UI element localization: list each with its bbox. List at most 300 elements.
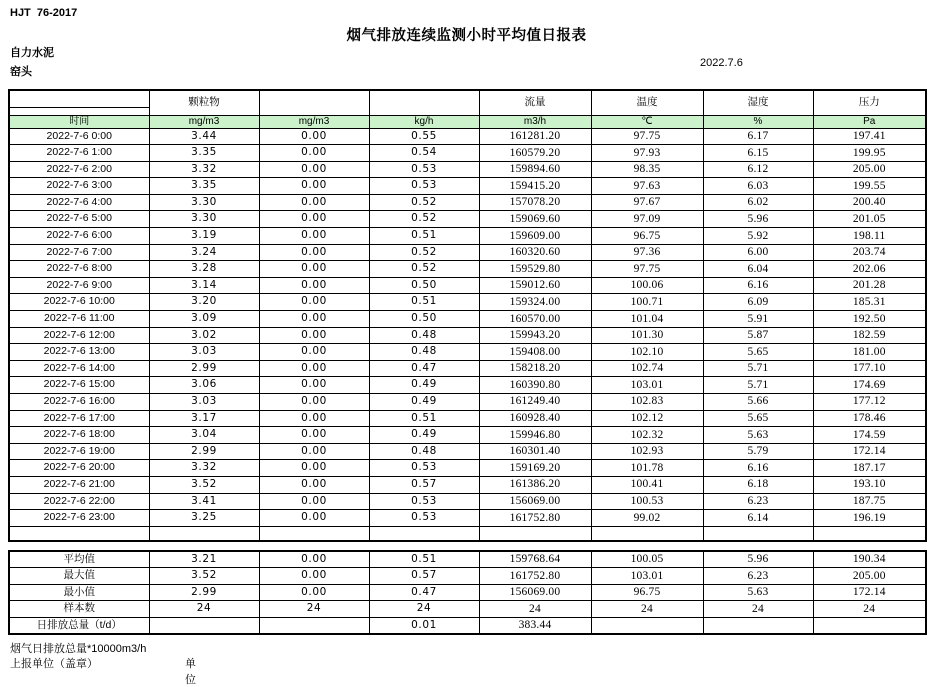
value-cell: 0.55 [369, 128, 479, 145]
value-cell: 172.14 [813, 443, 926, 460]
value-cell: 3.41 [149, 493, 259, 510]
column-header-humidity: 湿度 [703, 90, 813, 115]
value-cell: 0.52 [369, 211, 479, 228]
value-cell: 0.51 [369, 228, 479, 245]
value-cell: 24 [479, 601, 591, 618]
value-cell: 102.12 [591, 410, 703, 427]
value-cell: 0.00 [259, 568, 369, 585]
value-cell: 3.28 [149, 261, 259, 278]
value-cell: 159768.64 [479, 551, 591, 568]
table-row [9, 568, 926, 585]
row-label-cell: 2022-7-6 6:00 [9, 228, 149, 245]
value-cell: 196.19 [813, 510, 926, 527]
value-cell: 157078.20 [479, 194, 591, 211]
monitoring-table [8, 89, 927, 542]
value-cell: 97.67 [591, 194, 703, 211]
value-cell: 5.91 [703, 311, 813, 328]
value-cell: 0.00 [259, 360, 369, 377]
value-cell: 0.53 [369, 493, 479, 510]
empty-cell [259, 526, 369, 541]
table-row [9, 360, 926, 377]
value-cell [149, 617, 259, 634]
table-row [9, 493, 926, 510]
value-cell: 156069.00 [479, 493, 591, 510]
value-cell: 5.96 [703, 551, 813, 568]
value-cell: 193.10 [813, 476, 926, 493]
table-row [9, 161, 926, 178]
value-cell: 0.00 [259, 493, 369, 510]
value-cell: 6.17 [703, 128, 813, 145]
value-cell: 0.54 [369, 145, 479, 162]
header-spacer-cell [9, 107, 149, 115]
value-cell: 5.92 [703, 228, 813, 245]
row-label-cell: 2022-7-6 14:00 [9, 360, 149, 377]
value-cell: 0.53 [369, 161, 479, 178]
value-cell: 177.10 [813, 360, 926, 377]
table-row [9, 128, 926, 145]
value-cell: 159943.20 [479, 327, 591, 344]
value-cell: 0.01 [369, 617, 479, 634]
value-cell: 6.02 [703, 194, 813, 211]
row-label-cell: 2022-7-6 1:00 [9, 145, 149, 162]
value-cell: 0.00 [259, 476, 369, 493]
value-cell: 101.78 [591, 460, 703, 477]
row-label-cell: 2022-7-6 21:00 [9, 476, 149, 493]
value-cell: 3.02 [149, 327, 259, 344]
value-cell: 96.75 [591, 228, 703, 245]
row-label-cell: 2022-7-6 20:00 [9, 460, 149, 477]
value-cell: 3.35 [149, 145, 259, 162]
row-label-cell: 2022-7-6 17:00 [9, 410, 149, 427]
value-cell: 159529.80 [479, 261, 591, 278]
value-cell: 6.16 [703, 460, 813, 477]
value-cell: 99.02 [591, 510, 703, 527]
value-cell: 161249.40 [479, 394, 591, 411]
table-row [9, 377, 926, 394]
value-cell: 0.00 [259, 443, 369, 460]
empty-cell [369, 526, 479, 541]
page-title: 烟气排放连续监测小时平均值日报表 [346, 28, 587, 44]
spacer-row-group [9, 526, 926, 541]
value-cell: 174.69 [813, 377, 926, 394]
value-cell: 159324.00 [479, 294, 591, 311]
report-unit-label: 上报单位（盖章） [10, 658, 98, 670]
value-cell: 97.93 [591, 145, 703, 162]
value-cell: 0.00 [259, 410, 369, 427]
value-cell: 3.52 [149, 568, 259, 585]
row-label-cell: 2022-7-6 16:00 [9, 394, 149, 411]
column-header-blank-1 [259, 90, 369, 115]
value-cell: 159012.60 [479, 277, 591, 294]
column-header-flow: 流量 [479, 90, 591, 115]
value-cell: 174.59 [813, 427, 926, 444]
value-cell: 0.00 [259, 584, 369, 601]
value-cell: 6.12 [703, 161, 813, 178]
value-cell [703, 617, 813, 634]
value-cell: 5.71 [703, 360, 813, 377]
value-cell: 0.51 [369, 551, 479, 568]
table-row [9, 394, 926, 411]
value-cell: 0.00 [259, 161, 369, 178]
value-cell: 202.06 [813, 261, 926, 278]
value-cell: 102.93 [591, 443, 703, 460]
value-cell: 2.99 [149, 584, 259, 601]
value-cell: 172.14 [813, 584, 926, 601]
table-row [9, 311, 926, 328]
value-cell: 3.44 [149, 128, 259, 145]
value-cell: 0.00 [259, 194, 369, 211]
row-label-cell: 2022-7-6 8:00 [9, 261, 149, 278]
value-cell: 97.63 [591, 178, 703, 195]
value-cell: 161386.20 [479, 476, 591, 493]
value-cell: 5.87 [703, 327, 813, 344]
column-header-pressure: 压力 [813, 90, 926, 115]
table-row [9, 476, 926, 493]
value-cell: 24 [259, 601, 369, 618]
column-header-temperature: 温度 [591, 90, 703, 115]
row-label-cell: 最大值 [9, 568, 149, 585]
value-cell: 181.00 [813, 344, 926, 361]
row-label-cell: 平均值 [9, 551, 149, 568]
table-row [9, 277, 926, 294]
value-cell: 97.09 [591, 211, 703, 228]
value-cell: 201.05 [813, 211, 926, 228]
row-label-cell: 2022-7-6 23:00 [9, 510, 149, 527]
unit-cell: ℃ [591, 115, 703, 128]
value-cell: 197.41 [813, 128, 926, 145]
value-cell [259, 617, 369, 634]
table-header [9, 90, 926, 128]
value-cell: 98.35 [591, 161, 703, 178]
value-cell: 0.00 [259, 178, 369, 195]
value-cell: 160301.40 [479, 443, 591, 460]
row-label-cell: 2022-7-6 3:00 [9, 178, 149, 195]
value-cell: 3.25 [149, 510, 259, 527]
table-row [9, 194, 926, 211]
value-cell: 199.95 [813, 145, 926, 162]
row-label-cell: 2022-7-6 2:00 [9, 161, 149, 178]
value-cell: 6.15 [703, 145, 813, 162]
value-cell: 3.19 [149, 228, 259, 245]
value-cell: 0.51 [369, 294, 479, 311]
value-cell: 203.74 [813, 244, 926, 261]
value-cell: 161752.80 [479, 568, 591, 585]
value-cell: 0.00 [259, 244, 369, 261]
value-cell: 97.75 [591, 261, 703, 278]
value-cell: 6.09 [703, 294, 813, 311]
value-cell: 5.65 [703, 344, 813, 361]
value-cell: 5.65 [703, 410, 813, 427]
value-cell: 159415.20 [479, 178, 591, 195]
value-cell: 3.30 [149, 211, 259, 228]
table-row [9, 327, 926, 344]
value-cell: 24 [591, 601, 703, 618]
value-cell: 6.14 [703, 510, 813, 527]
row-label-cell: 2022-7-6 19:00 [9, 443, 149, 460]
value-cell: 0.57 [369, 476, 479, 493]
value-cell: 3.03 [149, 394, 259, 411]
value-cell: 178.46 [813, 410, 926, 427]
value-cell: 159946.80 [479, 427, 591, 444]
row-label-cell: 2022-7-6 12:00 [9, 327, 149, 344]
empty-cell [149, 526, 259, 541]
value-cell: 97.36 [591, 244, 703, 261]
value-cell: 0.00 [259, 261, 369, 278]
value-cell: 3.30 [149, 194, 259, 211]
table-row [9, 427, 926, 444]
value-cell: 0.48 [369, 344, 479, 361]
value-cell: 0.00 [259, 228, 369, 245]
value-cell: 187.75 [813, 493, 926, 510]
value-cell: 0.00 [259, 211, 369, 228]
table-row [9, 228, 926, 245]
value-cell: 5.63 [703, 427, 813, 444]
value-cell: 100.06 [591, 277, 703, 294]
unit-cell: mg/m3 [149, 115, 259, 128]
value-cell: 24 [149, 601, 259, 618]
table-row [9, 584, 926, 601]
value-cell: 0.48 [369, 443, 479, 460]
value-cell: 100.41 [591, 476, 703, 493]
value-cell: 0.52 [369, 194, 479, 211]
row-label-cell: 2022-7-6 15:00 [9, 377, 149, 394]
empty-cell [703, 526, 813, 541]
unit-cell: mg/m3 [259, 115, 369, 128]
empty-cell [479, 526, 591, 541]
footer-note: 烟气日排放总量*10000m3/h [10, 643, 147, 655]
value-cell: 0.00 [259, 377, 369, 394]
value-cell: 0.53 [369, 510, 479, 527]
value-cell: 103.01 [591, 377, 703, 394]
value-cell: 201.28 [813, 277, 926, 294]
value-cell: 97.75 [591, 128, 703, 145]
value-cell: 187.17 [813, 460, 926, 477]
unit-cell: % [703, 115, 813, 128]
table-row [9, 510, 926, 527]
value-cell [591, 617, 703, 634]
value-cell: 0.49 [369, 377, 479, 394]
value-cell: 0.50 [369, 277, 479, 294]
value-cell: 0.00 [259, 277, 369, 294]
value-cell: 0.47 [369, 360, 479, 377]
value-cell: 0.00 [259, 128, 369, 145]
value-cell: 24 [813, 601, 926, 618]
value-cell: 3.52 [149, 476, 259, 493]
value-cell: 177.12 [813, 394, 926, 411]
value-cell: 0.52 [369, 261, 479, 278]
row-label-cell: 2022-7-6 13:00 [9, 344, 149, 361]
value-cell: 182.59 [813, 327, 926, 344]
row-label-cell: 2022-7-6 18:00 [9, 427, 149, 444]
value-cell: 0.51 [369, 410, 479, 427]
value-cell: 0.53 [369, 178, 479, 195]
row-label-cell: 2022-7-6 0:00 [9, 128, 149, 145]
value-cell: 205.00 [813, 568, 926, 585]
row-label-cell: 2022-7-6 4:00 [9, 194, 149, 211]
value-cell: 3.32 [149, 161, 259, 178]
report-date: 2022.7.6 [700, 57, 743, 69]
value-cell: 0.00 [259, 427, 369, 444]
value-cell: 0.00 [259, 510, 369, 527]
table-row [9, 601, 926, 618]
value-cell: 100.53 [591, 493, 703, 510]
doc-code: HJT 76-2017 [10, 7, 78, 19]
value-cell: 198.11 [813, 228, 926, 245]
row-label-cell: 2022-7-6 10:00 [9, 294, 149, 311]
table-row [9, 617, 926, 634]
unit-row [9, 115, 926, 128]
value-cell: 161752.80 [479, 510, 591, 527]
table-row [9, 261, 926, 278]
value-cell: 205.00 [813, 161, 926, 178]
value-cell: 0.00 [259, 327, 369, 344]
value-cell: 3.04 [149, 427, 259, 444]
row-label-cell: 2022-7-6 11:00 [9, 311, 149, 328]
row-label-cell: 日排放总量（t/d） [9, 617, 149, 634]
value-cell: 190.34 [813, 551, 926, 568]
value-cell: 5.66 [703, 394, 813, 411]
table-row [9, 443, 926, 460]
value-cell: 159069.60 [479, 211, 591, 228]
company-name: 自力水泥 [10, 47, 54, 59]
table-row [9, 211, 926, 228]
value-cell: 3.14 [149, 277, 259, 294]
group-header-row [9, 90, 926, 107]
value-cell: 6.16 [703, 277, 813, 294]
value-cell: 5.71 [703, 377, 813, 394]
value-cell: 6.03 [703, 178, 813, 195]
value-cell: 6.23 [703, 493, 813, 510]
empty-cell [813, 526, 926, 541]
value-cell: 0.00 [259, 294, 369, 311]
value-cell: 0.50 [369, 311, 479, 328]
header-spacer-cell [9, 90, 149, 107]
table-row [9, 145, 926, 162]
row-label-cell: 2022-7-6 9:00 [9, 277, 149, 294]
value-cell: 3.09 [149, 311, 259, 328]
row-label-cell: 最小值 [9, 584, 149, 601]
table-row [9, 244, 926, 261]
value-cell: 159408.00 [479, 344, 591, 361]
unit-cell: kg/h [369, 115, 479, 128]
value-cell: 2.99 [149, 360, 259, 377]
value-cell: 160579.20 [479, 145, 591, 162]
data-rows [9, 128, 926, 526]
value-cell: 102.10 [591, 344, 703, 361]
value-cell: 3.32 [149, 460, 259, 477]
value-cell: 0.53 [369, 460, 479, 477]
value-cell: 3.03 [149, 344, 259, 361]
value-cell: 383.44 [479, 617, 591, 634]
empty-cell [9, 526, 149, 541]
value-cell: 199.55 [813, 178, 926, 195]
value-cell: 102.74 [591, 360, 703, 377]
table-row [9, 460, 926, 477]
table-row [9, 551, 926, 568]
value-cell: 24 [369, 601, 479, 618]
value-cell: 24 [703, 601, 813, 618]
row-label-cell: 2022-7-6 22:00 [9, 493, 149, 510]
value-cell: 3.06 [149, 377, 259, 394]
value-cell: 0.00 [259, 344, 369, 361]
value-cell: 0.52 [369, 244, 479, 261]
column-header-particulate: 颗粒物 [149, 90, 259, 115]
value-cell: 159609.00 [479, 228, 591, 245]
value-cell: 160390.80 [479, 377, 591, 394]
value-cell [813, 617, 926, 634]
value-cell: 5.96 [703, 211, 813, 228]
value-cell: 6.00 [703, 244, 813, 261]
unit-cell: Pa [813, 115, 926, 128]
value-cell: 0.48 [369, 327, 479, 344]
value-cell: 0.57 [369, 568, 479, 585]
value-cell: 156069.00 [479, 584, 591, 601]
value-cell: 6.18 [703, 476, 813, 493]
value-cell: 0.49 [369, 394, 479, 411]
value-cell: 5.79 [703, 443, 813, 460]
value-cell: 100.71 [591, 294, 703, 311]
value-cell: 102.83 [591, 394, 703, 411]
value-cell: 3.35 [149, 178, 259, 195]
value-cell: 0.49 [369, 427, 479, 444]
empty-row [9, 526, 926, 541]
value-cell: 158218.20 [479, 360, 591, 377]
value-cell: 0.00 [259, 551, 369, 568]
value-cell: 160570.00 [479, 311, 591, 328]
value-cell: 0.00 [259, 460, 369, 477]
summary-rows [9, 551, 926, 634]
time-column-header: 时间 [9, 115, 149, 128]
empty-cell [591, 526, 703, 541]
value-cell: 2.99 [149, 443, 259, 460]
value-cell: 102.32 [591, 427, 703, 444]
summary-table [8, 550, 927, 635]
value-cell: 0.47 [369, 584, 479, 601]
table-row [9, 410, 926, 427]
value-cell: 101.30 [591, 327, 703, 344]
unit-cell: m3/h [479, 115, 591, 128]
footer-line [10, 655, 196, 686]
value-cell: 3.24 [149, 244, 259, 261]
table-row [9, 344, 926, 361]
unit-label: 单位 [185, 658, 196, 686]
value-cell: 160928.40 [479, 410, 591, 427]
value-cell: 0.00 [259, 145, 369, 162]
value-cell: 192.50 [813, 311, 926, 328]
table-row [9, 178, 926, 195]
value-cell: 96.75 [591, 584, 703, 601]
value-cell: 100.05 [591, 551, 703, 568]
value-cell: 0.00 [259, 311, 369, 328]
value-cell: 103.01 [591, 568, 703, 585]
table-row [9, 294, 926, 311]
value-cell: 185.31 [813, 294, 926, 311]
row-label-cell: 2022-7-6 5:00 [9, 211, 149, 228]
value-cell: 6.23 [703, 568, 813, 585]
value-cell: 160320.60 [479, 244, 591, 261]
value-cell: 101.04 [591, 311, 703, 328]
value-cell: 3.20 [149, 294, 259, 311]
value-cell: 3.17 [149, 410, 259, 427]
value-cell: 159169.20 [479, 460, 591, 477]
value-cell: 159894.60 [479, 161, 591, 178]
value-cell: 6.04 [703, 261, 813, 278]
column-header-blank-2 [369, 90, 479, 115]
value-cell: 0.00 [259, 394, 369, 411]
value-cell: 161281.20 [479, 128, 591, 145]
value-cell: 200.40 [813, 194, 926, 211]
row-label-cell: 样本数 [9, 601, 149, 618]
